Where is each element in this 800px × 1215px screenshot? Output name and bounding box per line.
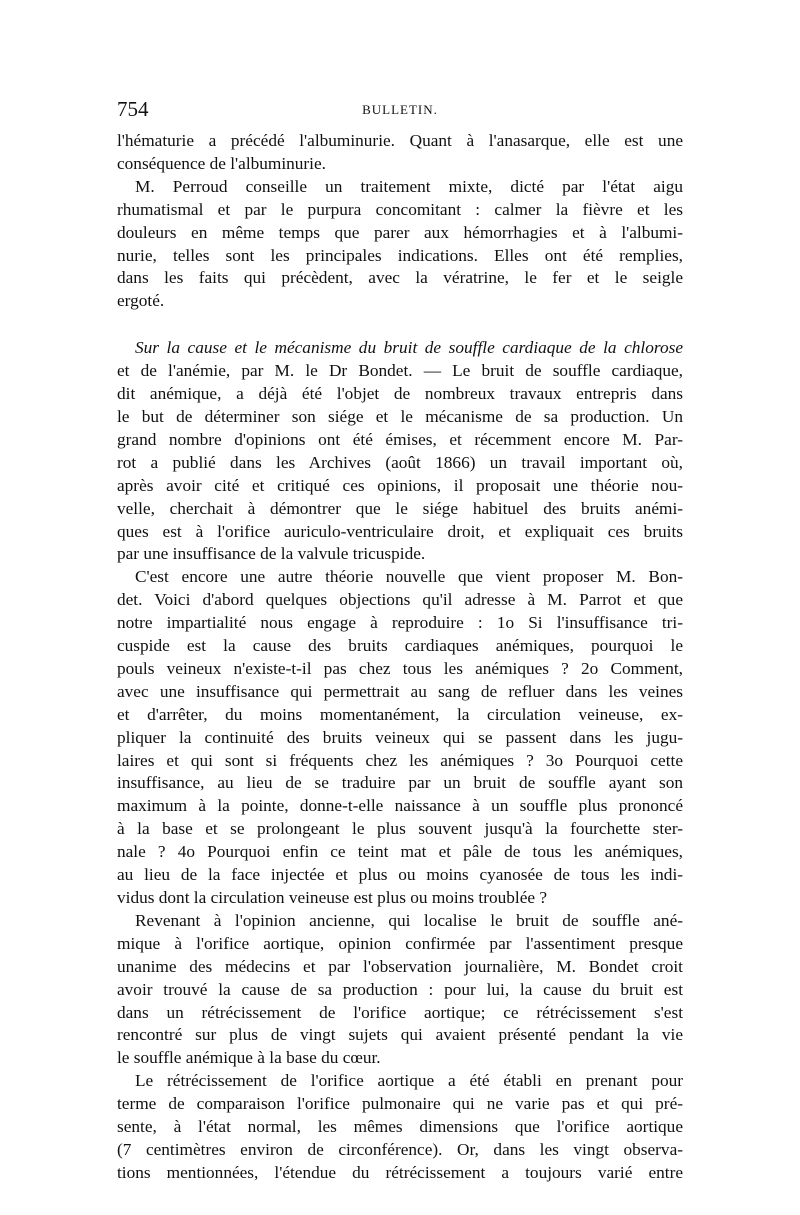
section-gap (117, 313, 683, 337)
text-line: douleurs en même temps que parer aux hémorrhagies et à l'albumi- (117, 222, 683, 242)
section-title: Sur la cause et le mécanisme du bruit de souffle cardiaque de la chlorose (135, 338, 683, 358)
text-line: Le rétrécissement de l'orifice aortique a été établi en prenant pour (135, 1071, 683, 1091)
text-line: sente, à l'état normal, les mêmes dimensions que l'orifice aortique (117, 1117, 683, 1137)
text-line: Revenant à l'opinion ancienne, qui localise le bruit de souffle ané- (135, 910, 683, 930)
text-line: mique à l'orifice aortique, opinion confirmée par l'assentiment presque (117, 933, 683, 953)
text-line: velle, cherchait à démontrer que le siége habituel des bruits anémi- (117, 498, 683, 518)
text-line: cuspide est la cause des bruits cardiaques anémiques, pourquoi le (117, 636, 683, 656)
text-line: insuffisance, au lieu de se traduire par un bruit de souffle ayant son (117, 773, 683, 793)
text-line: ergoté. (117, 291, 165, 311)
text-line: ques est à l'orifice auriculo-ventriculaire droit, et expliquait ces bruits (117, 521, 683, 541)
text-line: pliquer la continuité des bruits veineux qui se passent dans les jugu- (117, 727, 683, 747)
text-line: unanime des médecins et par l'observation journalière, M. Bondet croit (117, 956, 683, 976)
text-line: M. Perroud conseille un traitement mixte, dicté par l'état aigu (135, 176, 683, 196)
text-line: maximum à la pointe, donne-t-elle naissance à un souffle plus prononcé (117, 796, 683, 816)
text-line: avoir trouvé la cause de sa production : pour lui, la cause du bruit est (117, 979, 683, 999)
paragraph-2 (117, 176, 683, 313)
text-line: det. Voici d'abord quelques objections qu'il adresse à M. Parrot et que (117, 590, 683, 610)
text-line: après avoir cité et critiqué ces opinions, il proposait une théorie nou- (117, 475, 683, 495)
text-line: tions mentionnées, l'étendue du rétrécissement a toujours varié entre (117, 1162, 683, 1182)
text-line: conséquence de l'albuminurie. (117, 153, 326, 173)
text-line: le souffle anémique à la base du cœur. (117, 1048, 381, 1068)
text-line: vidus dont la circulation veineuse est plus ou moins troublée ? (117, 888, 548, 907)
running-title: BULLETIN. (362, 102, 438, 117)
text-line: (7 centimètres environ de circonférence). Or, dans les vingt observa- (117, 1139, 683, 1159)
text-line: notre impartialité nous engage à reproduire : 1o Si l'insuffisance tri- (117, 613, 683, 633)
text-line: C'est encore une autre théorie nouvelle que vient proposer M. Bon- (135, 567, 683, 587)
text-line: laires et qui sont si fréquents chez les anémiques ? 3o Pourquoi cette (117, 750, 683, 770)
text-line: au lieu de la face injectée et plus ou moins cyanosée de tous les indi- (117, 865, 683, 885)
text-line: dans un rétrécissement de l'orifice aortique; ce rétrécissement s'est (117, 1002, 683, 1022)
text-line: grand nombre d'opinions ont été émises, et récemment encore M. Par- (117, 429, 683, 449)
text-line: pouls veineux n'existe-t-il pas chez tous les anémiques ? 2o Comment, (117, 658, 683, 678)
text-line: rhumatismal et par le purpura concomitant : calmer la fièvre et les (117, 199, 683, 219)
text-line: l'hématurie a précédé l'albuminurie. Quant à l'anasarque, elle est une (117, 131, 683, 150)
body-text (117, 130, 683, 1185)
text-line: le but de déterminer son siége et le mécanisme de sa production. Un (117, 406, 683, 426)
text-line: à la base et se prolongeant le plus souvent jusqu'à la fourchette ster- (117, 819, 683, 839)
text-line: rot a publié dans les Archives (août 1866) un travail important où, (117, 452, 683, 472)
text-line: par une insuffisance de la valvule tricuspide. (117, 544, 426, 564)
text-line: avec une insuffisance qui permettrait au sang de refluer dans les veines (117, 681, 683, 701)
paragraph-4 (117, 566, 683, 910)
text-line: nale ? 4o Pourquoi enfin ce teint mat et pâle de tous les anémiques, (117, 842, 683, 862)
text-line: et de l'anémie, par M. le Dr Bondet. — Le bruit de souffle cardiaque, (117, 361, 683, 381)
text-line: et d'arrêter, du moins momentanément, la circulation veineuse, ex- (117, 704, 683, 724)
paragraph-3 (117, 337, 683, 566)
paragraph-1 (117, 130, 683, 176)
paragraph-6 (117, 1070, 683, 1185)
paragraph-5 (117, 910, 683, 1070)
text-line: terme de comparaison l'orifice pulmonaire qui ne varie pas et qui pré- (117, 1094, 683, 1114)
page-header (117, 97, 683, 123)
text-line: rencontré sur plus de vingt sujets qui avaient présenté pendant la vie (117, 1025, 683, 1045)
text-line: dans les faits qui précèdent, avec la vératrine, le fer et le seigle (117, 268, 683, 288)
text-line: dit anémique, a déjà été l'objet de nombreux travaux entrepris dans (117, 384, 683, 404)
page-number: 754 (117, 97, 149, 121)
text-line: nurie, telles sont les principales indications. Elles ont été remplies, (117, 245, 683, 265)
